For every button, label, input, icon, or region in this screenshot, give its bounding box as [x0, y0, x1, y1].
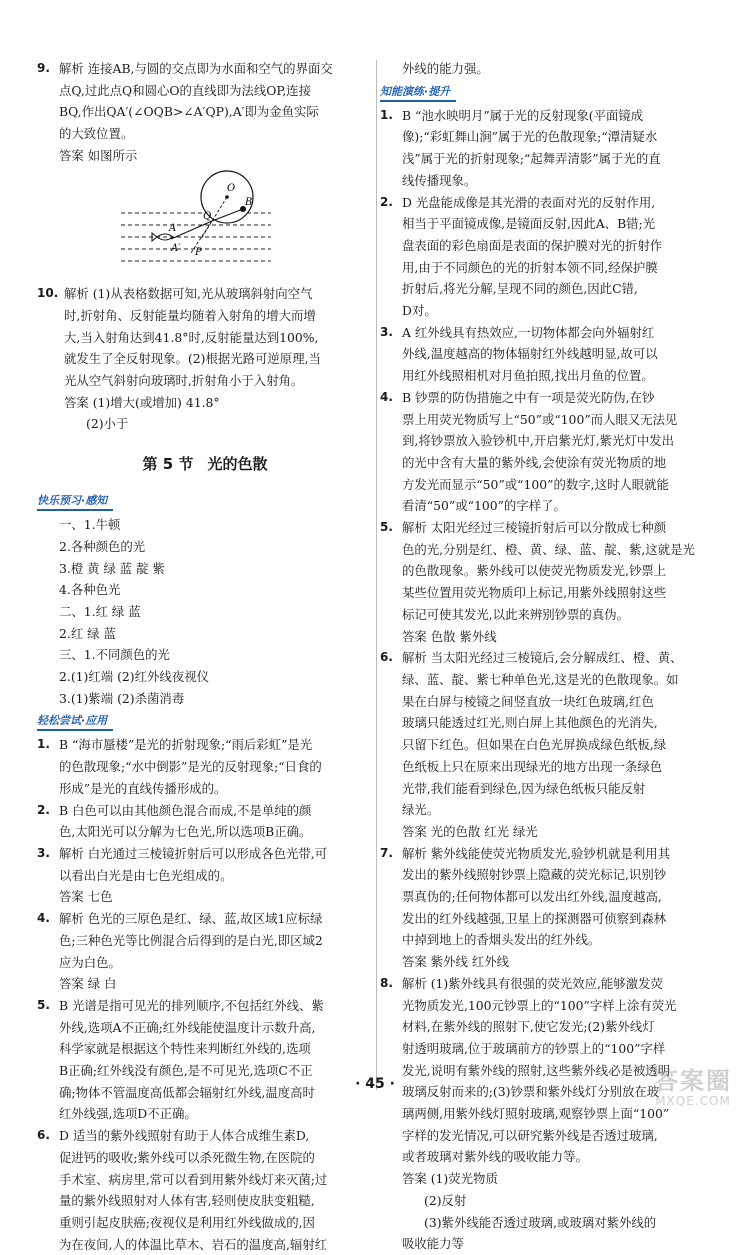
section-banner-preview: 快乐预习·感知 [37, 493, 113, 511]
answer-r8: 8. 解析 (1)紫外线具有很强的荧光效应,能够激发荧 光物质发光,100元钞票上的“100”字样上涂有荧光 材料,在紫外线的照射下,使它发光;(2)紫外线灯 射透明玻璃,位于玻璃前方的钞票上的“100”字样 发光,说明有紫外线的照射,这些紫外线必是被透明 玻璃反射而来的;(3)钞票和紫外线灯分别放在玻 璃两侧,用紫外线灯照射玻璃,观察钞票上面“100” 字样的发光情况,可以研究紫外线是否透过玻璃, 或者玻璃对紫外线的吸收能力等。 答案 (1)荧光物质 (2)反射 (3)紫外线能否透过玻璃,或玻璃对紫外线的 吸收能力等 [380, 975, 677, 1252]
answer-q10: 10. 解析 (1)从表格数据可知,光从玻璃斜射向空气 时,折射角、反射能量均随着入射角的增大而增 大,当入射角达到41.8°时,反射能量达到100%, 就发生了全反射现象。(2)根据光路可逆原理,当 光从空气斜射向玻璃时,折射角小于入射角。 答案 (1)增大(或增加) 41.8° (2)小于 [37, 283, 373, 435]
answer-r7: 7. 解析 紫外线能使荧光物质发光,验钞机就是利用其 发出的紫外线照射钞票上隐藏的荧光标记,识别钞 票真伪的;任何物体都可以发出红外线,温度越高, 发出的红外线越强,卫星上的探测器可侦察到森林 中掉到地上的香烟头发出的红外线。 答案 紫外线 红外线 [380, 845, 671, 970]
watermark-logo: 答案圈 MXQE.COM [654, 1067, 732, 1108]
svg-text:O: O [227, 182, 236, 194]
preview-answers: 一、1.牛顿 2.各种颜色的光 3.橙 黄 绿 蓝 靛 紫 4.各种色光 二、1.红 绿 蓝 2.红 绿 蓝 三、1.不同颜色的光 2.(1)红端 (2)红外线夜视仪 3.(1)紫端 (2)杀菌消毒 [59, 517, 209, 706]
answer-q1: 1. B “海市蜃楼”是光的折射现象;“雨后彩虹”是光 的色散现象;“水中倒影”是光的反射现象;“日食的 形成”是光的直线传播形成的。 [37, 737, 322, 796]
page-number: · 45 · [355, 1076, 395, 1092]
svg-text:B: B [245, 196, 253, 208]
continued-text: 外线的能力强。 [402, 61, 489, 76]
answer-r5: 5. 解析 太阳光经过三棱镜折射后可以分散成七种颜 色的光,分别是红、橙、黄、绿、蓝、靛、紫,这就是光 的色散现象。紫外线可以使荧光物质发光,钞票上 某些位置用荧光物质印上标记,用紫外线照射这些 标记可使其发光,以此来辨别钞票的真伪。 答案 色散 紫外线 [380, 520, 695, 644]
goldfish-bowl-diagram [121, 169, 271, 273]
svg-text:Q: Q [203, 210, 212, 222]
answer-q5: 5. B 光谱是指可见光的排列顺序,不包括红外线、紫 外线,选项A不正确;红外线能使温度计示数升高, 科学家就是根据这个特性来判断红外线的,选项 B正确;红外线没有颜色,是不可见光,选项C不正 确;物体不管温度高低都会辐射红外线,温度高时 红外线强,选项D不正确。 [37, 997, 324, 1122]
answer-r1: 1. B “池水映明月”属于光的反射现象(平面镜成 像);“彩虹舞山涧”属于光的色散现象;“潭清疑水 浅”属于光的折射现象;“起舞弄清影”属于光的直 线传播现象。 [380, 107, 661, 188]
fish-icon [152, 233, 173, 241]
section-banner-practice: 知能演练·提升 [380, 84, 456, 102]
column-divider [376, 60, 377, 1090]
answer-q2: 2. B 白色可以由其他颜色混合而成,不是单纯的颜 色,太阳光可以分解为七色光,所以选项B正确。 [37, 802, 312, 840]
answer-r2: 2. D 光盘能成像是其光滑的表面对光的反射作用, 相当于平面镜成像,是镜面反射,因此A、B错;光 盘表面的彩色扇面是表面的保护膜对光的折射作 用,由于不同颜色的光的折射本领不同,经保护膜 折射后,将光分解,呈现不同的颜色,因此C错, D对。 [380, 194, 663, 319]
answer-q9: 9. 解析 连接AB,与圆的交点即为水面和空气的界面交 点Q,过此点Q和圆心O的直线即为法线OP,连接 BQ,作出QA′(∠OQB>∠A′QP),A′即为金鱼实际 的大致位置。 答案 如图所示 [37, 58, 373, 167]
svg-text:A: A [169, 222, 177, 234]
refraction-figure [37, 169, 373, 280]
section-banner-apply: 轻松尝试·应用 [37, 713, 113, 731]
svg-text:P: P [195, 246, 202, 258]
question-number: 10. [37, 286, 59, 301]
answer-r3: 3. A 红外线具有热效应,一切物体都会向外辐射红 外线,温度越高的物体辐射红外线越明显,故可以 用红外线照相机对月鱼拍照,找出月鱼的位置。 [380, 324, 658, 384]
answer-q3: 3. 解析 白光通过三棱镜折射后可以形成各色光带,可 以看出白光是由七色光组成的。 答案 七色 [37, 845, 328, 905]
section-title: 第 5 节 光的色散 [142, 455, 268, 474]
answer-q4: 4. 解析 色光的三原色是红、绿、蓝,故区域1应标绿 色;三种色光等比例混合后得到的是白光,即区域2 应为白色。 答案 绿 白 [37, 911, 323, 992]
svg-text:A′: A′ [171, 242, 181, 254]
answer-q6: 6. D 适当的紫外线照射有助于人体合成维生素D, 促进钙的吸收;紫外线可以杀死微生物,在医院的 手术室、病房里,常可以看到用紫外线灯来灭菌;过 量的紫外线照射对人体有害,轻则使皮肤变粗糙, 重则引起皮肤癌;夜视仪是利用红外线做成的,因 为在夜间,人的体温比草木、岩石的温度高,辐射红 [37, 1128, 328, 1252]
answer-r6: 6. 解析 当太阳光经过三棱镜后,会分解成红、橙、黄、 绿、蓝、靛、紫七种单色光,这是光的色散现象。如 果在白屏与棱镜之间竖直放一块红色玻璃,红色 玻璃只能透过红光,则白屏上其他颜色的光消失, 只留下红色。但如果在白色光屏换成绿色纸板,绿 色纸板上只在原来出现绿光的地方出现一条绿色 光带,我们能看到绿色,因为绿色纸板只能反射 绿光。 答案 光的色散 红光 绿光 [380, 650, 683, 839]
question-number: 9. [37, 61, 50, 75]
answer-r4: 4. B 钞票的防伪措施之中有一项是荧光防伪,在钞 票上用荧光物质写上“50”或“100”而人眼又无法见 到,将钞票放入验钞机中,开启紫光灯,紫光灯中发出 的光中含有大量的紫外线,会使涂有荧光物质的地 方发光而显示“50”或“100”的数字,这时人眼就能 看清“50”或“100”的字样了。 [380, 389, 678, 514]
